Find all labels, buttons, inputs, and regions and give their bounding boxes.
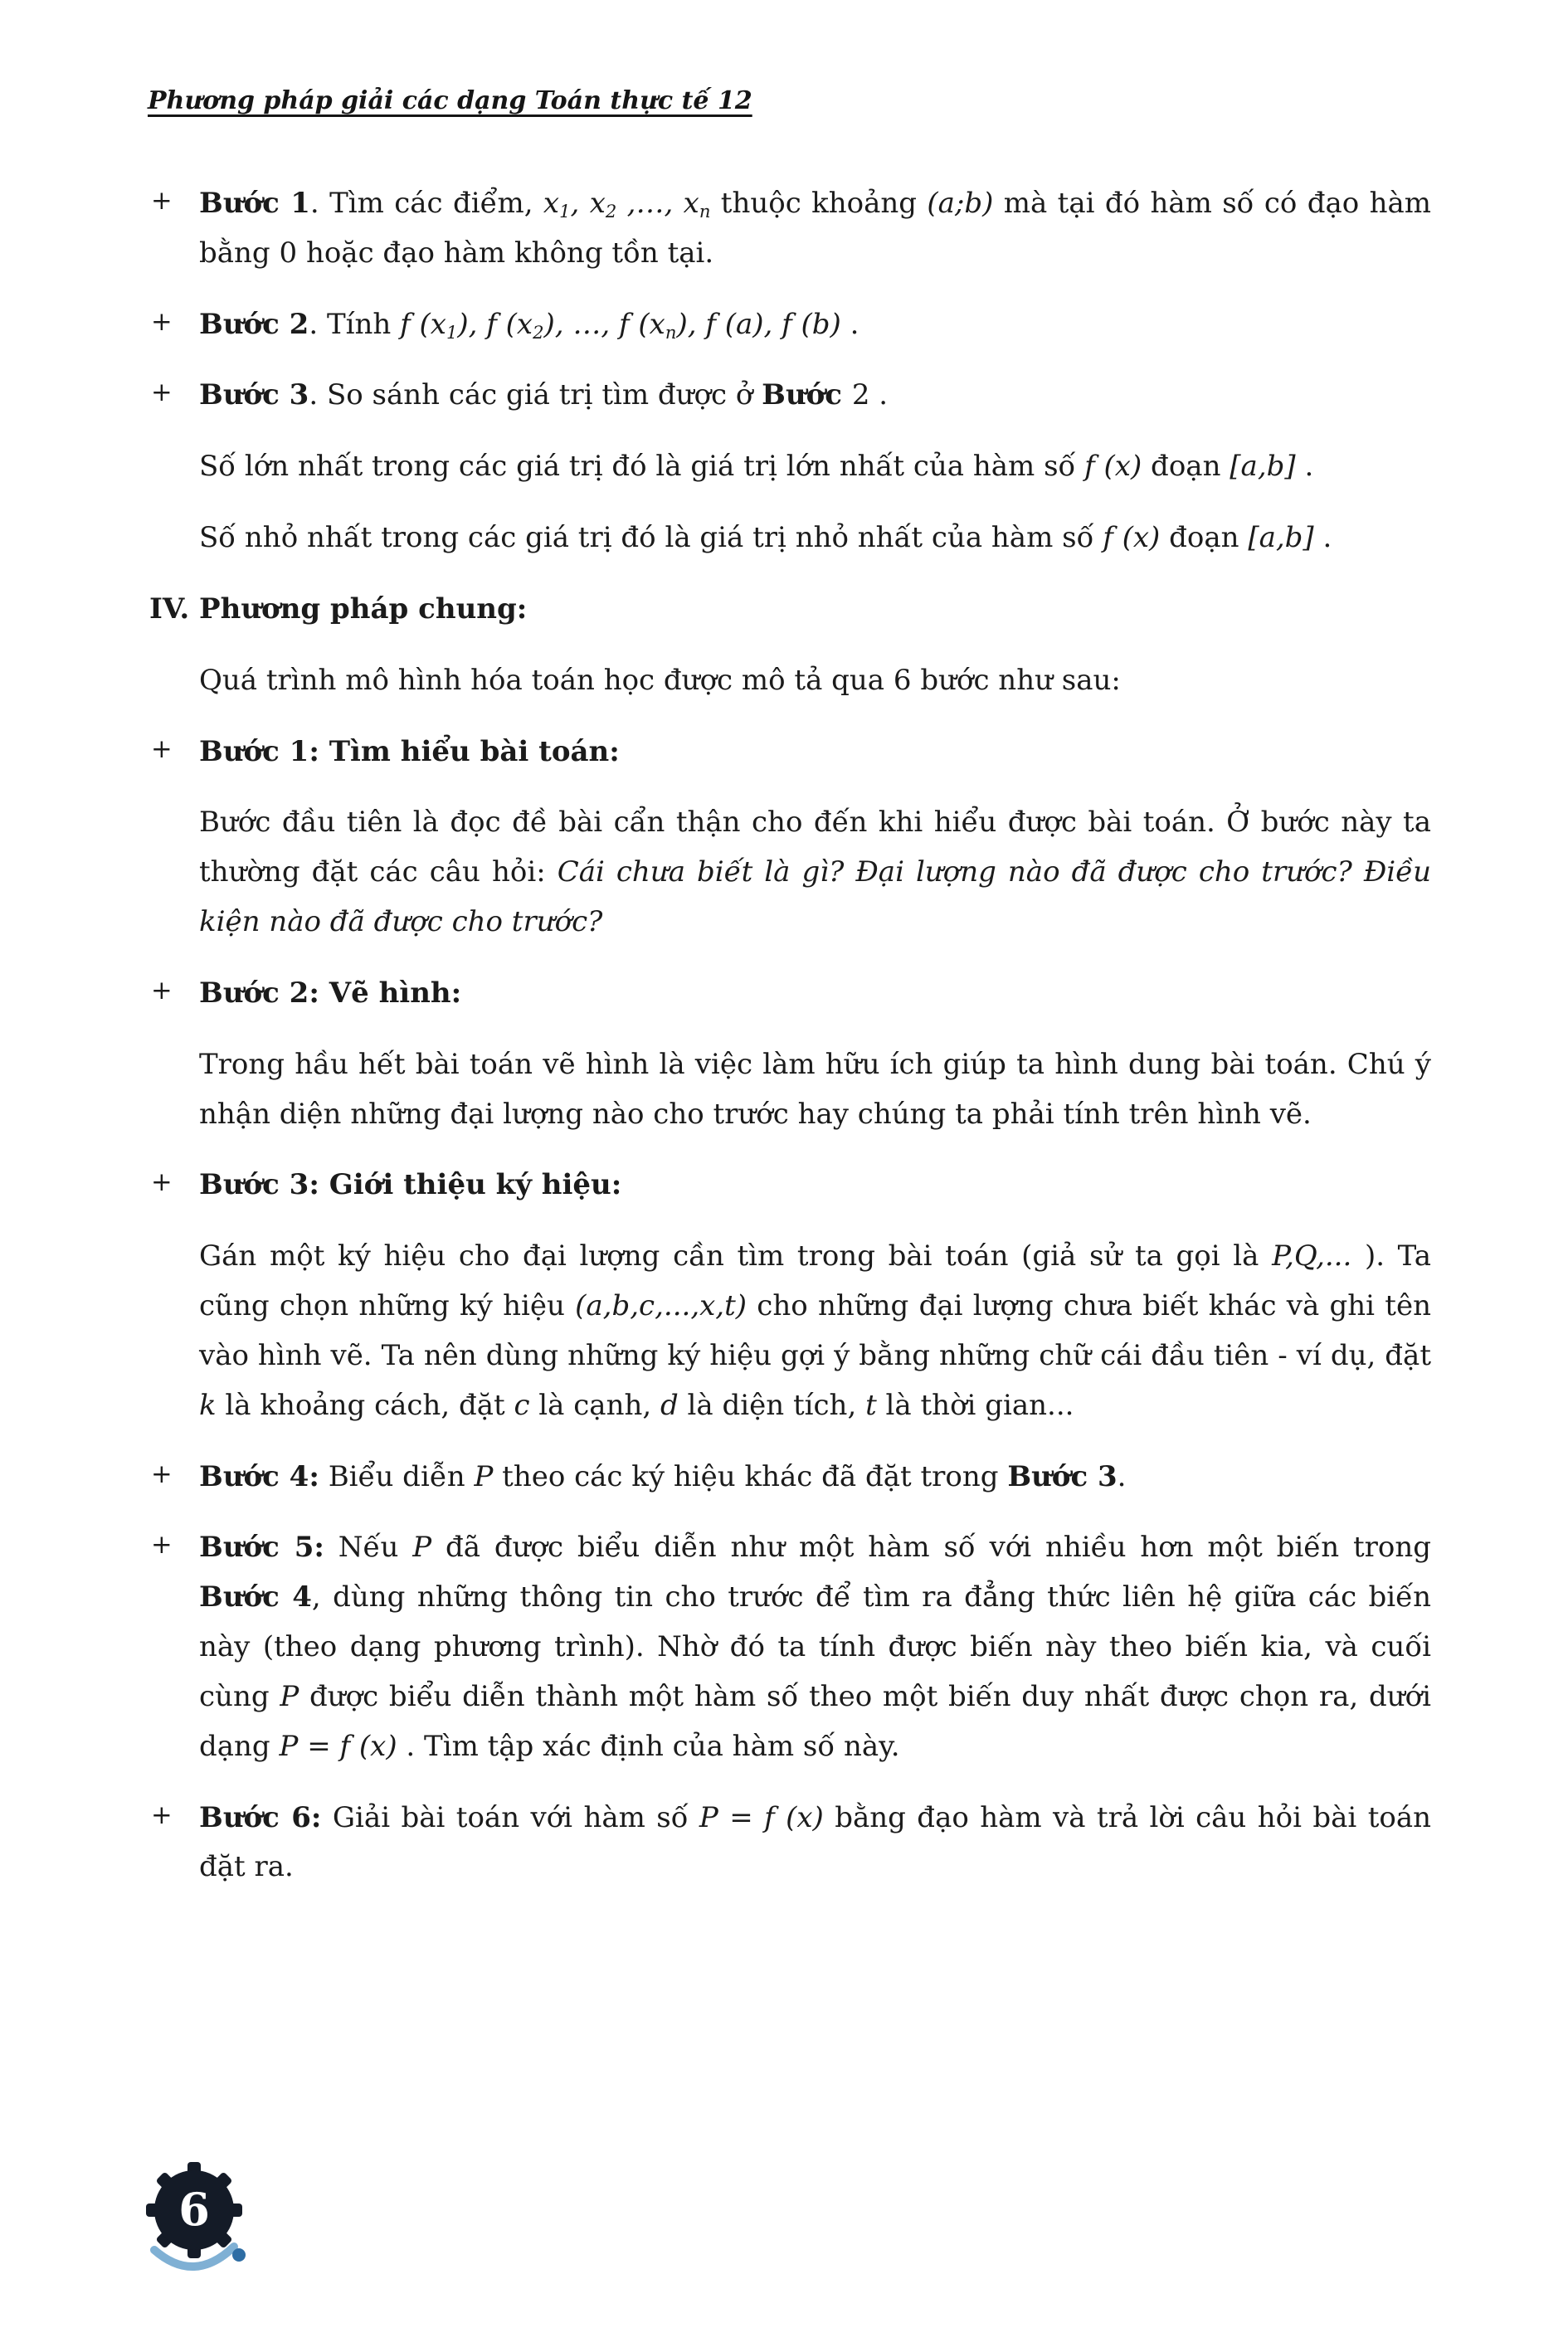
math-subscript: 1 [559,200,571,222]
bullet-marker: + [151,1531,173,1561]
math-expression: P = f (x) [279,1729,397,1763]
page-number-badge [133,2154,257,2311]
math-expression: (a,b,c,...,x,t) [575,1289,747,1323]
text: Gán một ký hiệu cho đại lượng cần tìm trong bài toán (giả sử ta gọi là [199,1239,1273,1273]
math-expression: [a,b] [1230,450,1296,484]
math-expression: P,Q,... [1272,1239,1352,1273]
bullet-marker: + [151,734,173,764]
math-expression: ), f (x [457,307,533,341]
text: 2 . [851,378,889,412]
text: , dùng những thông tin cho trước để tìm ra đẳng thức liên hệ giữa các biến này (theo dạng phương trình). Nhờ đó ta tính được biến này theo biến kia, và cuối cùng [199,1580,1431,1713]
bullet-marker: + [151,1800,173,1830]
bullet-paragraph [149,728,1431,777]
bullet-paragraph [149,969,1431,1019]
bold-text: Bước 5: [199,1531,324,1565]
text: ). Ta cũng chọn những ký hiệu [199,1239,1431,1323]
bullet-paragraph [149,1523,1431,1771]
text: . [840,307,859,341]
bullet-paragraph [149,300,1431,350]
text: theo các ký hiệu khác đã đặt trong [493,1459,1008,1493]
bold-text: Bước 4 [199,1580,312,1614]
math-expression: k [199,1388,217,1422]
text: . [1117,1459,1127,1493]
math-subscript: n [699,200,711,222]
math-expression: (a;b) [927,187,994,220]
bullet-marker: + [151,307,173,337]
text: Quá trình mô hình hóa toán học được mô tả qua 6 bước như sau: [199,663,1121,697]
page-header: Phương pháp giải các dạng Toán thực tế 12 [148,86,752,115]
bullet-marker: + [151,976,173,1006]
text: đã được biểu diễn như một hàm số với nhiều hơn một biến trong [431,1531,1431,1565]
math-expression: t [865,1388,877,1422]
bold-text: Bước 2: Vẽ hình: [199,976,462,1010]
text: là thời gian... [876,1388,1074,1422]
text: . [1295,450,1314,484]
math-expression: , x [570,187,606,220]
bullet-marker: + [151,187,173,216]
math-subscript: 2 [605,200,617,222]
section-heading [149,585,1431,635]
page-number: 6 [178,2183,210,2236]
math-subscript: 2 [533,321,544,343]
text: . So sánh các giá trị tìm được ở [309,378,762,412]
math-expression: ), f (a), f (b) [676,307,841,341]
text: là cạnh, [529,1388,660,1422]
text: . Tìm tập xác định của hàm số này. [397,1729,900,1763]
bold-text: Bước 3 [1007,1459,1118,1493]
math-expression: P [474,1459,494,1493]
text: Giải bài toán với hàm số [321,1800,699,1834]
swoosh-dot [232,2248,246,2262]
bold-text: IV. Phương pháp chung: [149,592,528,626]
text: . [1313,521,1332,555]
bold-text: Bước 3: Giới thiệu ký hiệu: [199,1168,622,1202]
body-paragraph [149,656,1431,706]
text: thuộc khoảng [710,187,928,220]
bold-text: Bước 1: Tìm hiểu bài toán: [199,734,620,768]
text: Trong hầu hết bài toán vẽ hình là việc làm hữu ích giúp ta hình dung bài toán. Chú ý nhận diện những đại lượng nào cho trước hay chúng ta phải tính trên hình vẽ. [199,1047,1431,1131]
math-expression: x [543,187,560,220]
bold-text: Bước 2 [199,307,309,341]
bullet-paragraph [149,371,1431,421]
math-subscript: 1 [446,321,458,343]
bullet-paragraph [149,179,1431,279]
text: . Tìm các điểm, [309,187,543,220]
math-expression: c [514,1388,530,1422]
math-expression: ), …, f (x [543,307,665,341]
body-paragraph [149,1232,1431,1430]
body-paragraph [149,798,1431,947]
text: Số nhỏ nhất trong các giá trị đó là giá trị nhỏ nhất của hàm số [199,521,1103,555]
gear-page-ornament [133,2154,257,2311]
text: Biểu diễn [319,1459,475,1493]
text: . Tính [309,307,401,341]
body-paragraph [149,1040,1431,1140]
text: được biểu diễn thành một hàm số theo một biến duy nhất được chọn ra, dưới dạng [199,1679,1431,1763]
math-expression: f (x [400,307,446,341]
math-expression: P = f (x) [699,1800,824,1834]
text: cho những đại lượng chưa biết khác và ghi tên vào hình vẽ. Ta nên dùng những ký hiệu gợi ý bằng những chữ cái đầu tiên - ví dụ, đặt [199,1289,1431,1372]
bullet-marker: + [151,1459,173,1489]
math-expression: P [412,1531,432,1565]
bold-text: Bước 6: [199,1800,322,1834]
bullet-paragraph [149,1161,1431,1210]
text: đoạn [1160,521,1249,555]
bullet-marker: + [151,378,173,408]
math-subscript: n [665,321,677,343]
text: bằng đạo hàm và trả lời câu hỏi bài toán đặt ra. [199,1800,1431,1884]
math-expression: f (x) [1103,521,1161,555]
math-expression: d [660,1388,679,1422]
math-expression: P [280,1679,299,1713]
bullet-marker: + [151,1168,173,1198]
body-paragraph [149,442,1431,492]
bold-text: Bước 4: [199,1459,319,1493]
math-expression: f (x) [1084,450,1142,484]
bullet-paragraph [149,1453,1431,1502]
italic-text: Cái chưa biết là gì? Đại lượng nào đã được cho trước? Điều kiện nào đã được cho trước? [199,855,1431,939]
document-body [149,179,1431,1914]
bold-text: Bước 3 [199,378,309,412]
bold-text: Bước [762,378,852,412]
math-expression: [a,b] [1248,521,1314,555]
bold-text: Bước 1 [199,187,310,220]
text: Số lớn nhất trong các giá trị đó là giá trị lớn nhất của hàm số [199,450,1085,484]
text: mà tại đó hàm số có đạo hàm bằng 0 hoặc đạo hàm không tồn tại. [199,187,1432,270]
text: Bước đầu tiên là đọc đề bài cẩn thận cho đến khi hiểu được bài toán. Ở bước này ta thường đặt các câu hỏi: [199,806,1431,889]
math-expression: ,…, x [616,187,699,220]
text: là diện tích, [678,1388,866,1422]
bullet-paragraph [149,1794,1431,1893]
text: đoạn [1142,450,1230,484]
body-paragraph [149,514,1431,563]
text: Nếu [324,1531,413,1565]
text: là khoảng cách, đặt [216,1388,514,1422]
